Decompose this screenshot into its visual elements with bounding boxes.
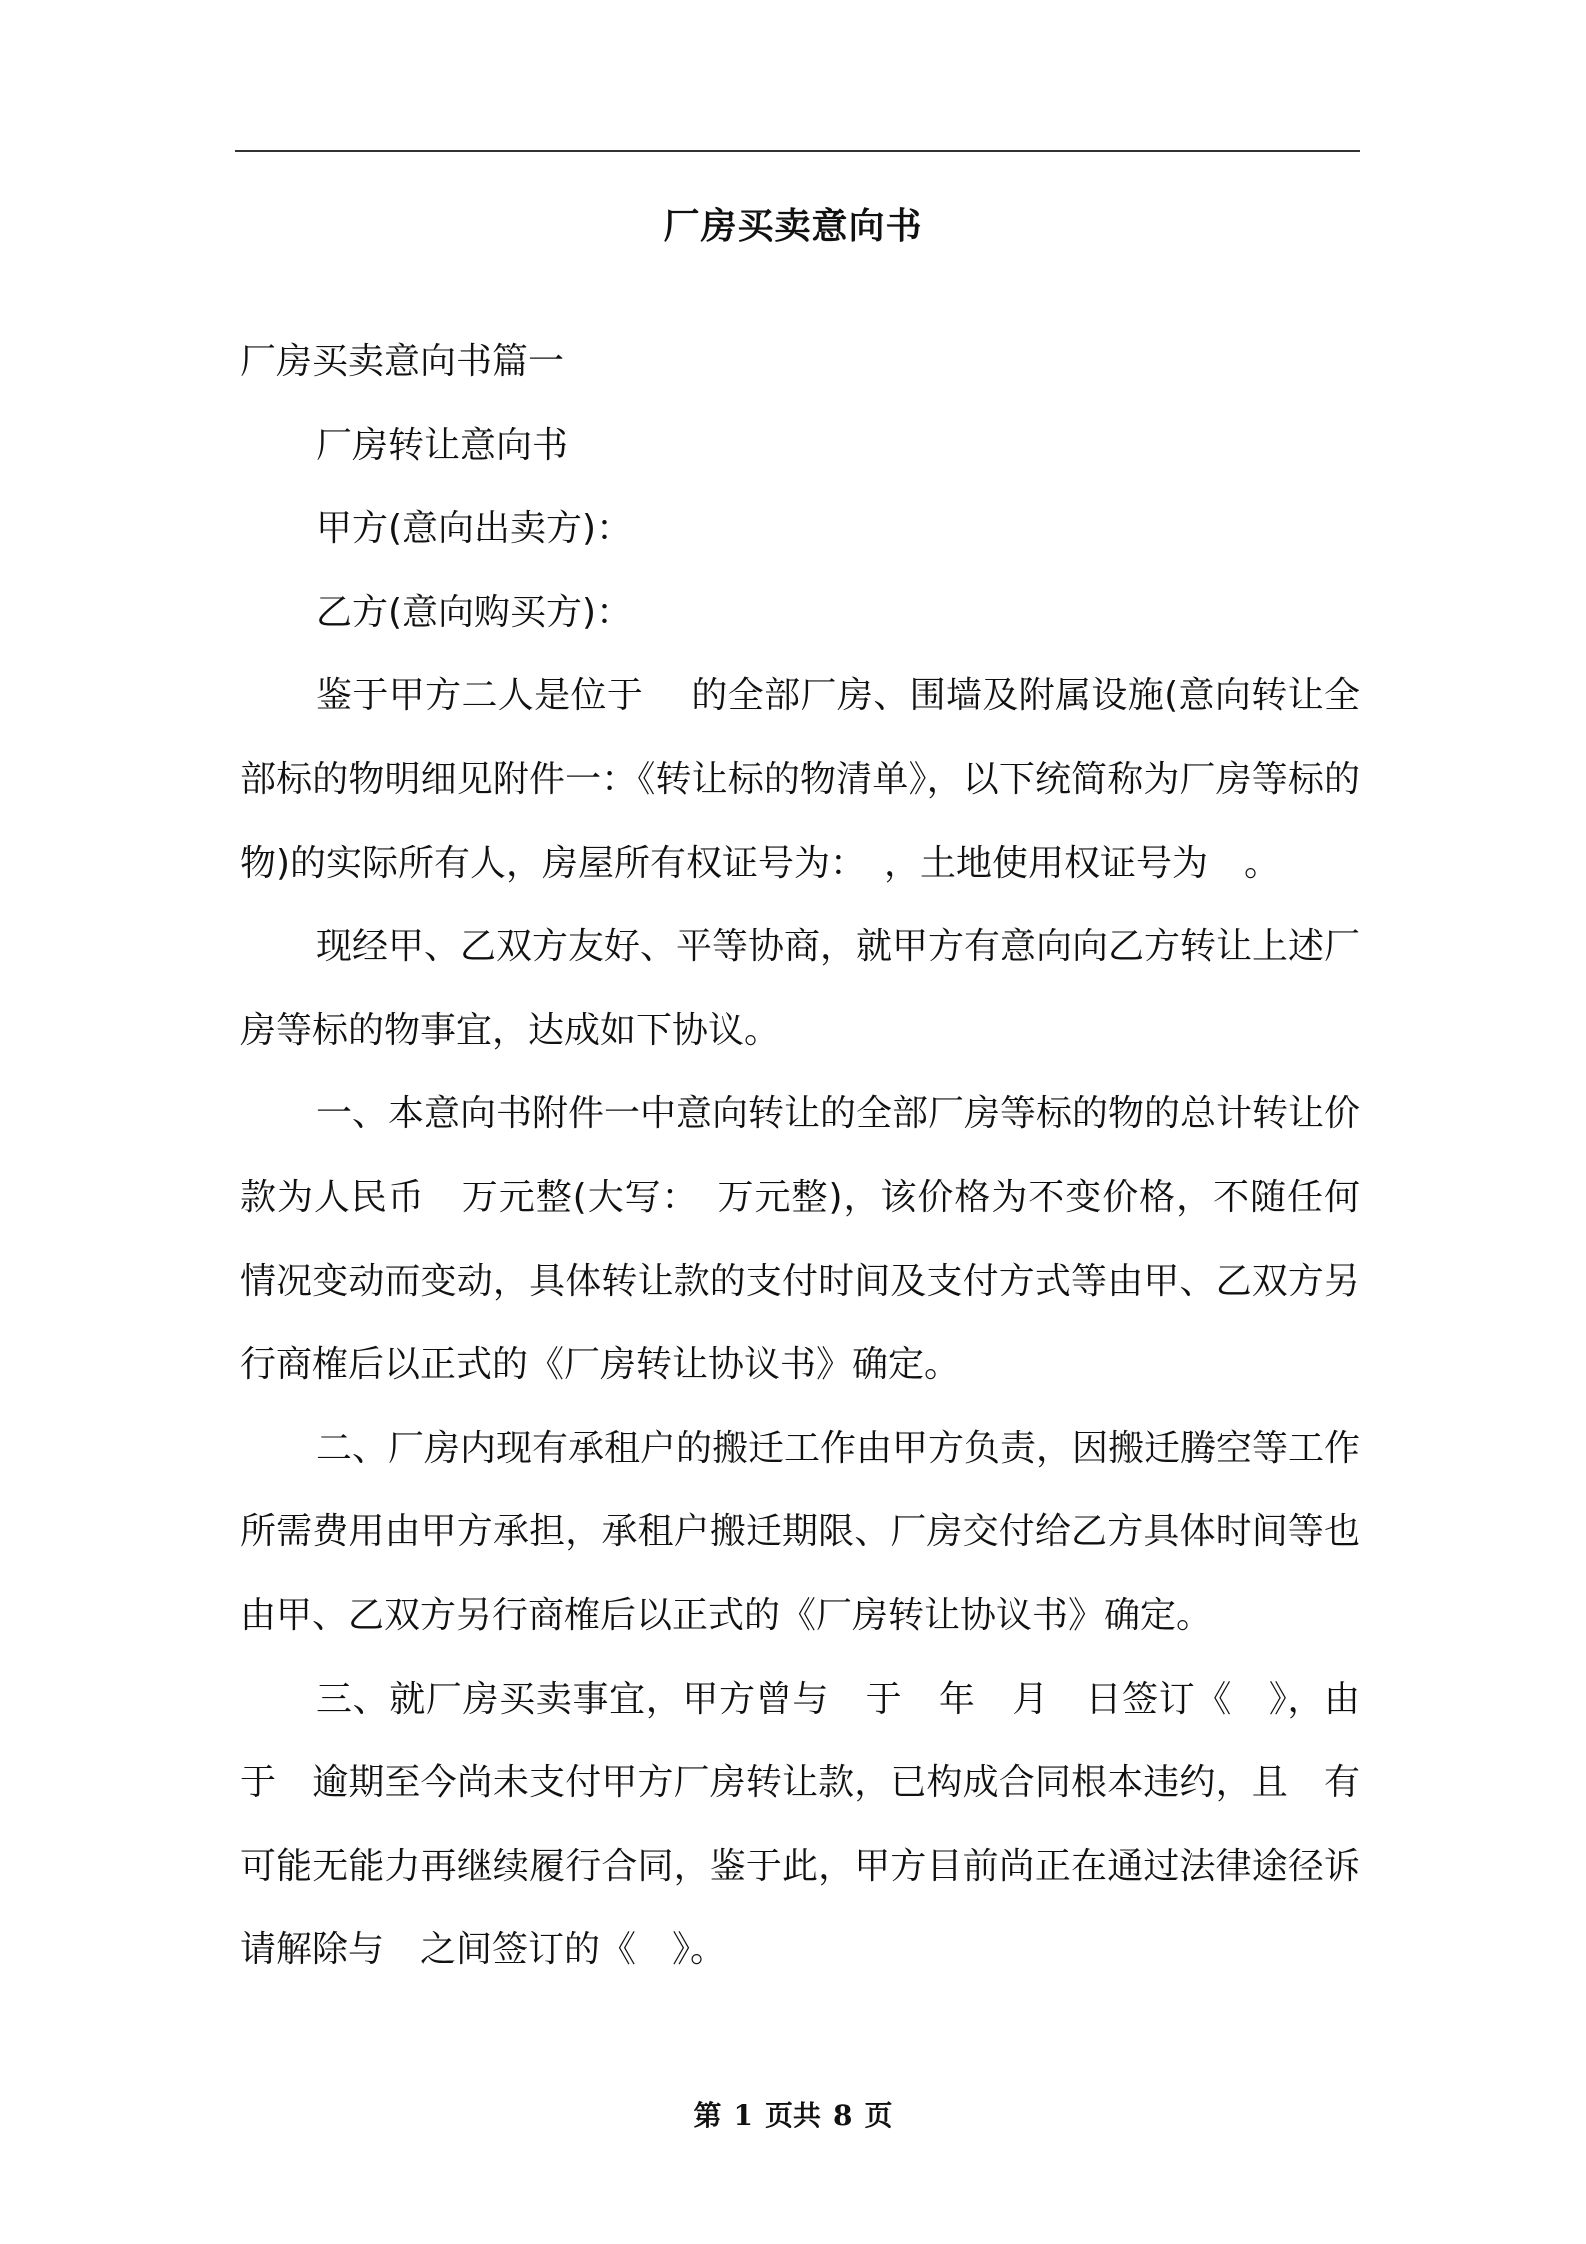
paragraph-party-a: 甲方(意向出卖方)： xyxy=(316,508,633,550)
page-current: 1 xyxy=(733,2099,753,2132)
paragraph-negotiation: 现经甲、乙双方友好、平等协商，就甲方有意向向乙方转让上述厂房等标的物事宜，达成如下协议。 xyxy=(240,926,1361,1051)
paragraph-subtitle: 厂房转让意向书 xyxy=(316,424,569,466)
paragraph-recital: 鉴于甲方二人是位于 的全部厂房、围墙及附属设施(意向转让全部标的物明细见附件一：《转让标的物清单》，以下统简称为厂房等标的物)的实际所有人，房屋所有权证号为： ，土地使用权证号为 。 xyxy=(240,675,1360,884)
section-heading: 厂房买卖意向书篇一 xyxy=(240,341,565,382)
page-total: 8 xyxy=(833,2099,853,2132)
paragraph-clause-1: 一、本意向书附件一中意向转让的全部厂房等标的物的总计转让价款为人民币 万元整(大写： 万元整)，该价格为不变价格，不随任何情况变动而变动，具体转让款的支付时间及支付方式等由甲、乙双方另行商榷后以正式的《厂房转让协议书》确定。 xyxy=(240,1093,1361,1386)
page-mid: 页共 xyxy=(764,2099,821,2132)
page-suffix: 页 xyxy=(864,2099,893,2132)
header-rule xyxy=(235,150,1360,152)
paragraph-party-b: 乙方(意向购买方)： xyxy=(316,591,633,633)
document-body xyxy=(240,320,1360,1992)
paragraph-clause-3: 三、就厂房买卖事宜，甲方曾与 于 年 月 日签订《 》，由于 逾期至今尚未支付甲方厂房转让款，已构成合同根本违约，且 有可能无能力再继续履行合同，鉴于此，甲方目前尚正在通过法律途径诉请解除与 之间签订的《 》。 xyxy=(240,1678,1360,1971)
page-footer xyxy=(0,2096,1586,2136)
paragraph-clause-2: 二、厂房内现有承租户的搬迁工作由甲方负责，因搬迁腾空等工作所需费用由甲方承担，承租户搬迁期限、厂房交付给乙方具体时间等也由甲、乙双方另行商榷后以正式的《厂房转让协议书》确定。 xyxy=(240,1427,1361,1636)
document-title: 厂房买卖意向书 xyxy=(663,206,923,247)
page-prefix: 第 xyxy=(693,2099,722,2132)
